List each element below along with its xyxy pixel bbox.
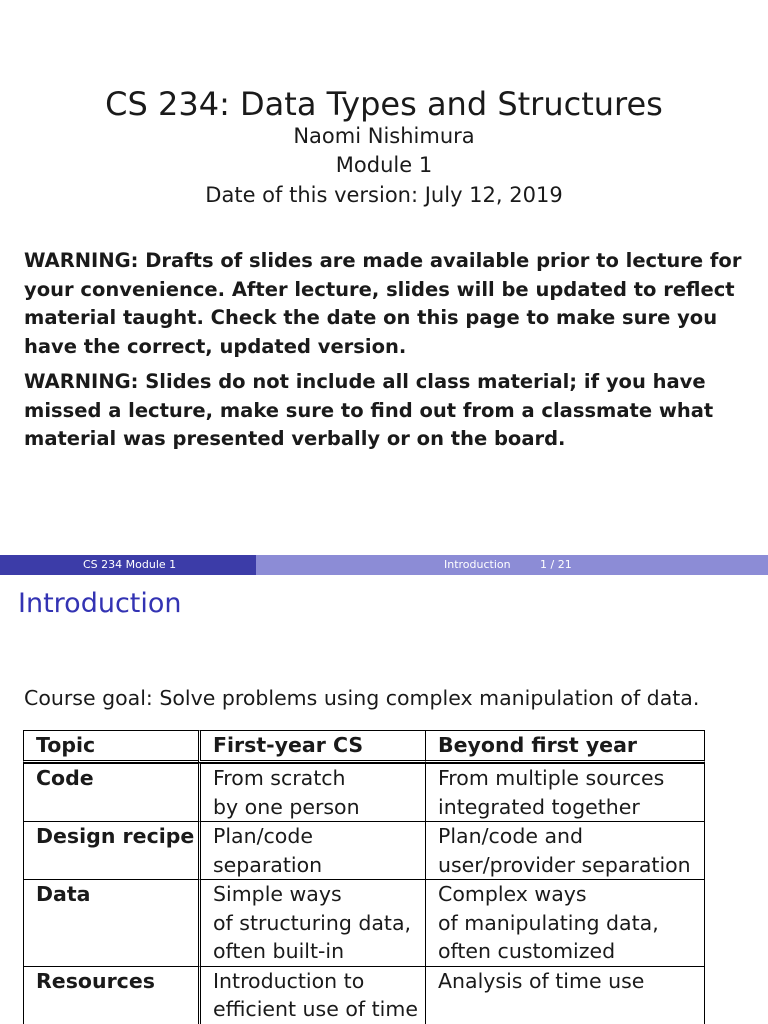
cell-line: user/provider separation [438,852,691,877]
footer-section-label: Introduction [444,558,511,571]
row-first-year [198,879,425,966]
author-name: Naomi Nishimura [293,124,475,148]
header-beyond: Beyond first year [425,730,705,763]
row-first-year [198,966,425,1024]
slide-title: Introduction [18,588,182,619]
cell-line: of structuring data, [213,910,412,935]
course-title: CS 234: Data Types and Structures [105,85,663,123]
cell-line: Simple ways [213,882,342,906]
cell-line: efficient use of time [213,997,418,1021]
footer-left-panel [0,555,256,575]
table-row [23,966,705,1024]
row-topic: Code [23,763,198,821]
row-beyond [425,821,705,879]
cell-line: often customized [438,939,616,963]
slide-footer-bar [0,555,768,575]
cell-line: Introduction to [213,968,365,993]
cell-line: integrated together [438,794,640,819]
table-row [23,821,705,879]
cell-line: From multiple sources [438,766,665,790]
cell-line: by one person [213,794,360,819]
version-date: Date of this version: July 12, 2019 [205,183,563,207]
course-goal: Course goal: Solve problems using complex manipulation of data. [24,686,700,710]
table-row [23,763,705,821]
cell-line: Plan/code and [438,824,584,848]
row-first-year [198,763,425,821]
cell-line: Analysis of time use [438,968,645,993]
header-topic: Topic [23,730,198,763]
row-topic: Data [23,879,198,966]
table-header-row [23,730,705,763]
header-first-year: First-year CS [198,730,425,763]
module-label: Module 1 [335,153,433,177]
row-topic: Design recipe [23,821,198,879]
row-beyond [425,966,705,1024]
cell-line: Complex ways [438,882,587,906]
warning-material: WARNING: Slides do not include all class material; if you have missed a lecture, make sure to find out from a classmate what material was presented verbally or on the board. [24,370,714,450]
table-row [23,879,705,966]
row-topic: Resources [23,966,198,1024]
cell-line: Plan/code [213,824,313,848]
row-first-year [198,821,425,879]
footer-page-number: 1 / 21 [540,558,572,571]
cell-line: of manipulating data, [438,910,659,935]
cell-line: often built-in [213,939,345,963]
cell-line: separation [213,852,323,877]
row-beyond [425,879,705,966]
cell-line: From scratch [213,766,346,790]
warning-drafts: WARNING: Drafts of slides are made available prior to lecture for your convenience. After lecture, slides will be updated to reflect material taught. Check the date on this page to make sure you have the correct, updated version. [24,249,742,358]
comparison-table [23,730,705,1024]
row-beyond [425,763,705,821]
footer-course-label: CS 234 Module 1 [83,558,177,571]
